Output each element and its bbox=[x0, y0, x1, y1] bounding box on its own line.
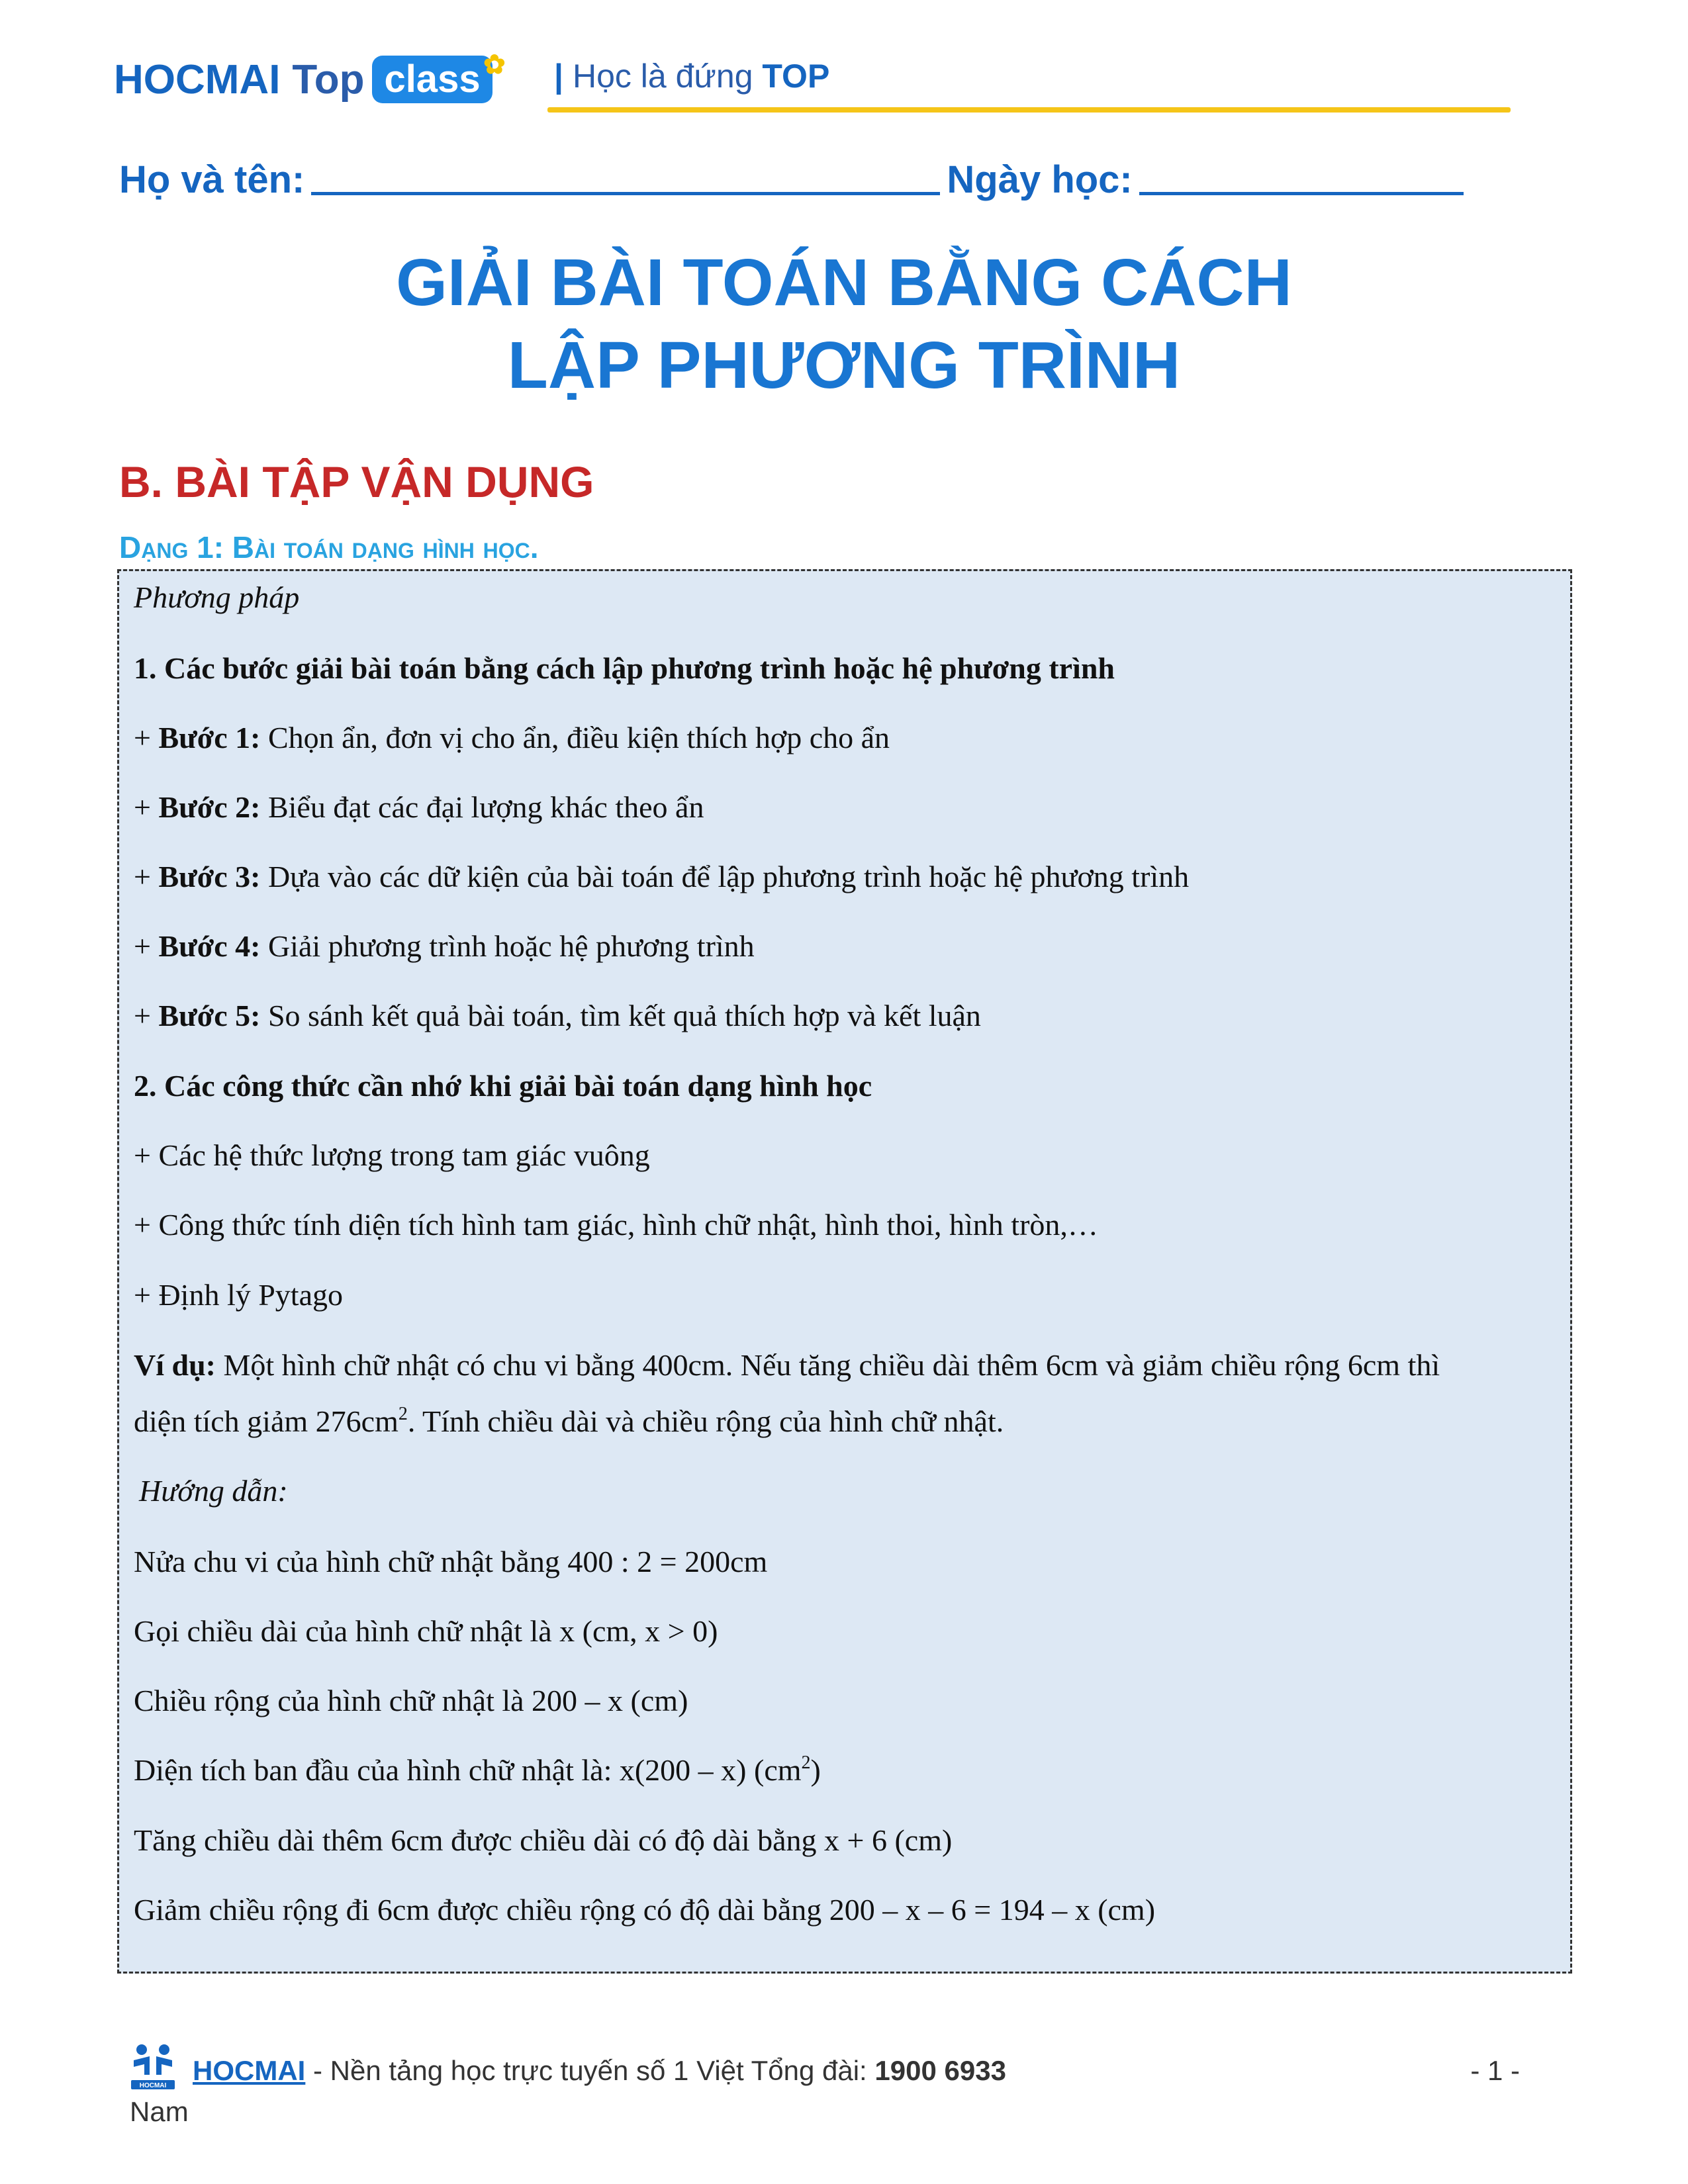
tagline-strong: TOP bbox=[762, 58, 830, 95]
formula-2: + Công thức tính diện tích hình tam giác, hình chữ nhật, hình thoi, hình tròn,… bbox=[134, 1208, 1098, 1242]
section-subheading: Dạng 1: Bài toán dạng hình học. bbox=[119, 530, 539, 565]
solution-2: Gọi chiều dài của hình chữ nhật là x (cm, x > 0) bbox=[134, 1614, 718, 1648]
name-label: Họ và tên: bbox=[119, 158, 305, 201]
page-title-line2: LẬP PHƯƠNG TRÌNH bbox=[507, 328, 1181, 402]
page-footer bbox=[130, 2042, 1520, 2154]
brand-logo bbox=[114, 50, 506, 103]
method-label: Phương pháp bbox=[134, 580, 300, 614]
example-line-2: diện tích giảm $276cm^2$. Tính chiều dài và chiều rộng của hình chữ nhật. bbox=[134, 1404, 1004, 1438]
solution-3: Chiều rộng của hình chữ nhật là 200 – x (cm) bbox=[134, 1684, 688, 1717]
tagline bbox=[554, 57, 829, 95]
header-rule bbox=[547, 107, 1511, 113]
footer-hotline: 1900 6933 bbox=[874, 2055, 1006, 2086]
brand-class: class bbox=[384, 58, 481, 101]
tagline-text: Học là đứng bbox=[573, 58, 753, 95]
hocmai-logo-icon bbox=[130, 2042, 176, 2095]
section-heading: B. BÀI TẬP VẬN DỤNG bbox=[119, 457, 594, 506]
page-title-line1: GIẢI BÀI TOÁN BẰNG CÁCH bbox=[396, 246, 1292, 320]
step-4: + Bước 4: Giải phương trình hoặc hệ phương trình bbox=[134, 929, 755, 963]
date-blank[interactable] bbox=[1139, 189, 1464, 195]
student-fields bbox=[119, 149, 1523, 202]
star-icon: ✿ bbox=[483, 50, 506, 79]
name-blank[interactable] bbox=[311, 189, 940, 195]
footer-nam: Nam bbox=[130, 2096, 189, 2127]
step-3: + Bước 3: Dựa vào các dữ kiện của bài toán để lập phương trình hoặc hệ phương trình bbox=[134, 860, 1190, 893]
formula-3: + Định lý Pytago bbox=[134, 1278, 344, 1312]
tagline-bar: | bbox=[554, 58, 563, 95]
solution-1: Nửa chu vi của hình chữ nhật bằng 400 : 2 = 200cm bbox=[134, 1545, 768, 1578]
brand-top: Top bbox=[292, 56, 365, 103]
footer-slogan: - Nền tảng học trực tuyến số 1 Việt bbox=[305, 2055, 744, 2086]
step-2: + Bước 2: Biểu đạt các đại lượng khác theo ẩn bbox=[134, 790, 704, 824]
step-5: + Bước 5: So sánh kết quả bài toán, tìm kết quả thích hợp và kết luận bbox=[134, 999, 981, 1032]
footer-brand-link[interactable]: HOCMAI bbox=[193, 2055, 306, 2086]
solution-6: Giảm chiều rộng đi 6cm được chiều rộng có độ dài bằng 200 – x – 6 = 194 – x (cm) bbox=[134, 1893, 1156, 1927]
brand-main: HOCMAI bbox=[114, 56, 281, 103]
steps-heading: 1. Các bước giải bài toán bằng cách lập phương trình hoặc hệ phương trình bbox=[134, 651, 1115, 685]
formula-1: + Các hệ thức lượng trong tam giác vuông bbox=[134, 1138, 650, 1172]
footer-hotline-label: Tổng đài: bbox=[743, 2055, 875, 2086]
date-label: Ngày học: bbox=[947, 158, 1133, 201]
svg-text:HOCMAI: HOCMAI bbox=[139, 2082, 167, 2089]
formulas-heading: 2. Các công thức cần nhớ khi giải bài toán dạng hình học bbox=[134, 1069, 872, 1103]
page-number: - 1 - bbox=[1470, 2055, 1520, 2086]
solution-5: Tăng chiều dài thêm 6cm được chiều dài có độ dài bằng x + 6 (cm) bbox=[134, 1823, 953, 1857]
brand-class-pill bbox=[372, 50, 506, 103]
guide-label: Hướng dẫn: bbox=[139, 1474, 288, 1508]
step-1: + Bước 1: Chọn ẩn, đơn vị cho ẩn, điều kiện thích hợp cho ẩn bbox=[134, 721, 890, 754]
example-line-1: Ví dụ: Một hình chữ nhật có chu vi bằng 400cm. Nếu tăng chiều dài thêm 6cm và giảm chiều rộng 6cm thì bbox=[134, 1348, 1440, 1382]
footer-text bbox=[193, 2055, 1006, 2087]
solution-4: Diện tích ban đầu của hình chữ nhật là: x(200 – x) $(cm^2)$ bbox=[134, 1752, 821, 1787]
method-box bbox=[117, 569, 1572, 1974]
page-header bbox=[114, 41, 1511, 120]
